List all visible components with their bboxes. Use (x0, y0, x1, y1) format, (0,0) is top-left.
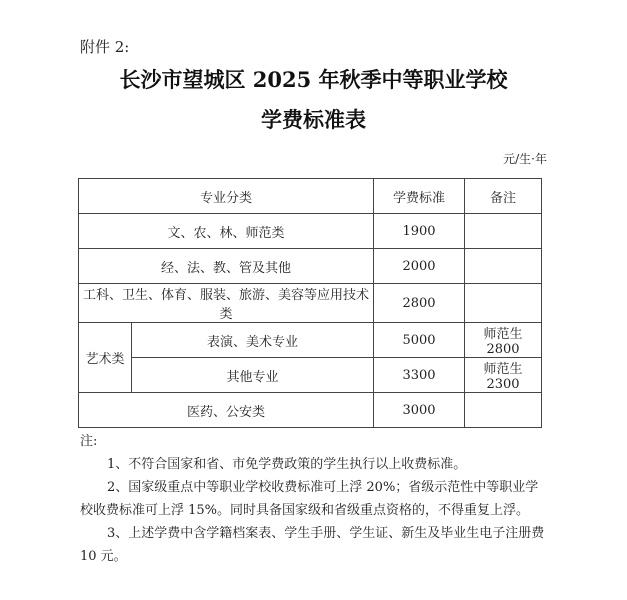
group-cell: 艺术类 (79, 323, 132, 393)
note-cell: 师范生 2300 (465, 358, 542, 393)
category-cell: 表演、美术专业 (132, 323, 374, 358)
note-cell: 师范生 2800 (465, 323, 542, 358)
category-cell: 其他专业 (132, 358, 374, 393)
table-row (79, 323, 542, 358)
attachment-label: 附件 2: (80, 38, 130, 56)
table-row (79, 249, 542, 284)
note-item: 1、不符合国家和省、市免学费政策的学生执行以上收费标准。 (107, 457, 467, 472)
category-cell: 文、农、林、师范类 (79, 214, 374, 249)
fee-cell: 5000 (374, 323, 465, 358)
table-row (79, 358, 542, 393)
fee-cell: 3000 (374, 393, 465, 428)
note-cell (465, 249, 542, 284)
table-row (79, 284, 542, 323)
table-row (79, 214, 542, 249)
category-cell: 工科、卫生、体育、服装、旅游、美容等应用技术类 (79, 284, 374, 323)
notes-label: 注: (80, 434, 98, 449)
fee-table (78, 178, 542, 428)
notes-section (80, 430, 550, 568)
document-title-line1: 长沙市望城区 2025 年秋季中等职业学校 (119, 67, 508, 92)
unit-label: 元/生·年 (503, 152, 547, 166)
note-cell (465, 284, 542, 323)
note-item: 2、国家级重点中等职业学校收费标准可上浮 20%；省级示范性中等职业学校收费标准可上浮 15%。同时具备国家级和省级重点资格的，不得重复上浮。 (80, 480, 539, 518)
fee-cell: 2000 (374, 249, 465, 284)
fee-cell: 2800 (374, 284, 465, 323)
table-header-row (79, 179, 542, 214)
header-category: 专业分类 (79, 179, 374, 214)
document-title-line2: 学费标准表 (261, 107, 366, 132)
note-item: 3、上述学费中含学籍档案表、学生手册、学生证、新生及毕业生电子注册费 10 元。 (80, 526, 545, 564)
header-note: 备注 (465, 179, 542, 214)
note-cell (465, 393, 542, 428)
fee-cell: 3300 (374, 358, 465, 393)
fee-cell: 1900 (374, 214, 465, 249)
category-cell: 医药、公安类 (79, 393, 374, 428)
header-fee: 学费标准 (374, 179, 465, 214)
category-cell: 经、法、教、管及其他 (79, 249, 374, 284)
table-row (79, 393, 542, 428)
note-cell (465, 214, 542, 249)
